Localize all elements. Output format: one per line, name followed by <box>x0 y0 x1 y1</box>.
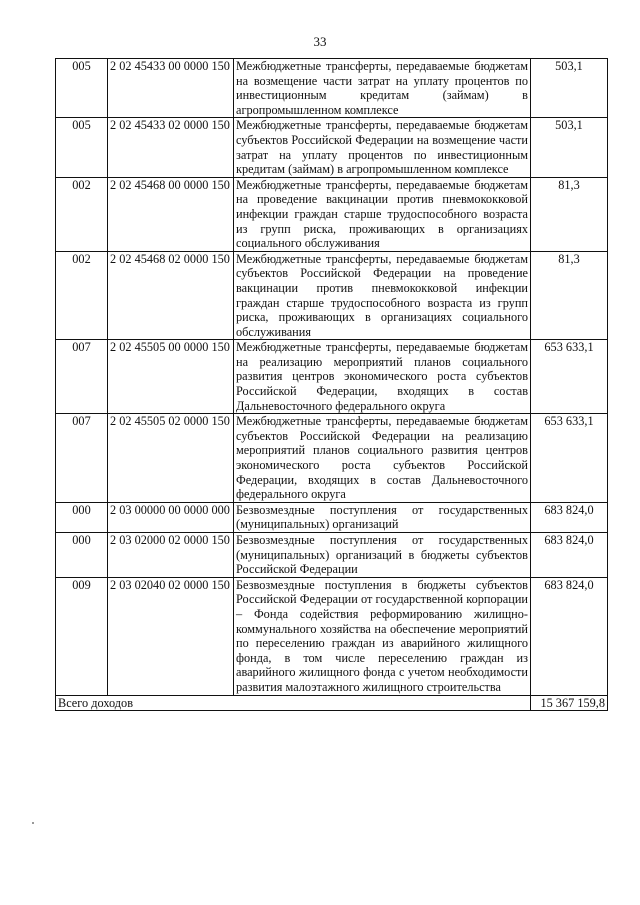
revenue-name-cell: Межбюджетные трансферты, передаваемые бюджетам субъектов Российской Федерации на возмещение части затрат на уплату процентов по инвестиционным кредитам (займам) в агропромышленном комплексе <box>234 118 531 177</box>
revenue-name-cell: Межбюджетные трансферты, передаваемые бюджетам на реализацию мероприятий планов социального развития центров экономического роста субъектов Российской Федерации, входящих в состав Дальневосточного федерального округа <box>234 340 531 414</box>
budget-code-cell: 2 02 45433 02 0000 150 <box>108 118 234 177</box>
admin-code-cell: 005 <box>56 59 108 118</box>
admin-code-cell: 005 <box>56 118 108 177</box>
table-row <box>56 577 608 695</box>
admin-code-cell: 009 <box>56 577 108 695</box>
budget-code-cell: 2 02 45505 02 0000 150 <box>108 414 234 503</box>
revenue-table <box>55 58 608 711</box>
table-row <box>56 59 608 118</box>
margin-mark <box>32 822 34 824</box>
table-row <box>56 118 608 177</box>
budget-code-cell: 2 02 45468 02 0000 150 <box>108 251 234 340</box>
budget-code-cell: 2 02 45433 00 0000 150 <box>108 59 234 118</box>
table-row <box>56 502 608 532</box>
revenue-name-cell: Безвозмездные поступления в бюджеты субъектов Российской Федерации от государственной корпорации – Фонда содействия реформированию жилищно-коммунального хозяйства на обеспечение мероприятий по переселению граждан из аварийного жилищного фонда, в том числе переселению граждан из аварийного жилищного фонда с учетом необходимости развития малоэтажного жилищного строительства <box>234 577 531 695</box>
amount-cell: 683 824,0 <box>531 577 608 695</box>
budget-code-cell: 2 02 45468 00 0000 150 <box>108 177 234 251</box>
table-row <box>56 414 608 503</box>
revenue-name-cell: Безвозмездные поступления от государственных (муниципальных) организаций в бюджеты субъектов Российской Федерации <box>234 533 531 578</box>
admin-code-cell: 007 <box>56 414 108 503</box>
table-body <box>56 59 608 711</box>
admin-code-cell: 000 <box>56 502 108 532</box>
page-number: 33 <box>313 34 327 49</box>
budget-code-cell: 2 03 02040 02 0000 150 <box>108 577 234 695</box>
revenue-name-cell: Межбюджетные трансферты, передаваемые бюджетам субъектов Российской Федерации на проведение вакцинации против пневмококковой инфекции граждан старше трудоспособного возраста из групп риска, проживающих в организациях социального обслуживания <box>234 251 531 340</box>
table-row <box>56 340 608 414</box>
amount-cell: 683 824,0 <box>531 502 608 532</box>
total-label: Всего доходов <box>56 695 531 711</box>
admin-code-cell: 002 <box>56 177 108 251</box>
budget-code-cell: 2 03 00000 00 0000 000 <box>108 502 234 532</box>
amount-cell: 503,1 <box>531 118 608 177</box>
amount-cell: 81,3 <box>531 251 608 340</box>
admin-code-cell: 000 <box>56 533 108 578</box>
revenue-name-cell: Межбюджетные трансферты, передаваемые бюджетам на проведение вакцинации против пневмококковой инфекции граждан старше трудоспособного возраста из групп риска, проживающих в организациях социального обслуживания <box>234 177 531 251</box>
amount-cell: 683 824,0 <box>531 533 608 578</box>
revenue-name-cell: Межбюджетные трансферты, передаваемые бюджетам субъектов Российской Федерации на реализацию мероприятий планов социального развития центров экономического роста субъектов Российской Федерации, входящих в состав Дальневосточного федерального округа <box>234 414 531 503</box>
amount-cell: 653 633,1 <box>531 414 608 503</box>
total-row <box>56 695 608 711</box>
revenue-name-cell: Безвозмездные поступления от государственных (муниципальных) организаций <box>234 502 531 532</box>
amount-cell: 81,3 <box>531 177 608 251</box>
amount-cell: 503,1 <box>531 59 608 118</box>
amount-cell: 653 633,1 <box>531 340 608 414</box>
budget-code-cell: 2 02 45505 00 0000 150 <box>108 340 234 414</box>
total-amount: 15 367 159,8 <box>531 695 608 711</box>
admin-code-cell: 007 <box>56 340 108 414</box>
admin-code-cell: 002 <box>56 251 108 340</box>
revenue-name-cell: Межбюджетные трансферты, передаваемые бюджетам на возмещение части затрат на уплату процентов по инвестиционным кредитам (займам) в агропромышленном комплексе <box>234 59 531 118</box>
table-row <box>56 251 608 340</box>
table-row <box>56 177 608 251</box>
table-row <box>56 533 608 578</box>
budget-code-cell: 2 03 02000 02 0000 150 <box>108 533 234 578</box>
